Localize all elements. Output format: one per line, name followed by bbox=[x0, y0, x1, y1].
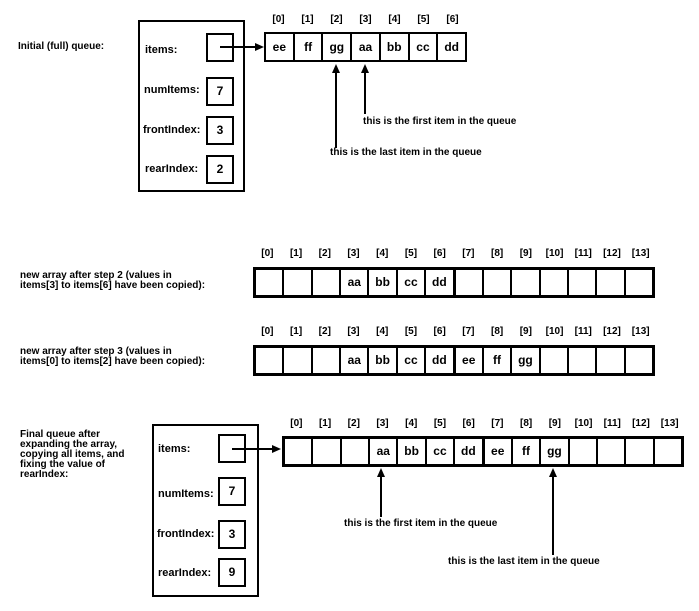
array-cell: gg bbox=[539, 439, 567, 464]
index-label: [2] bbox=[318, 326, 331, 337]
final-numitems-box: 7 bbox=[218, 477, 246, 506]
final-frontindex-box: 3 bbox=[218, 520, 246, 549]
index-label: [2] bbox=[330, 14, 343, 25]
array-cell: cc bbox=[425, 439, 453, 464]
final-last-arrow-line bbox=[552, 475, 554, 555]
index-label: [12] bbox=[603, 326, 621, 337]
index-label: [11] bbox=[603, 418, 621, 429]
index-label: [10] bbox=[545, 326, 564, 337]
final-caption-line1: Final queue after bbox=[20, 429, 101, 440]
array-cell bbox=[311, 270, 339, 295]
step2-caption-line1: new array after step 2 (values in bbox=[20, 270, 172, 281]
array-cell bbox=[539, 270, 567, 295]
array-cell: bb bbox=[396, 439, 424, 464]
array-cell bbox=[596, 439, 624, 464]
array-cell: dd bbox=[424, 348, 452, 373]
index-label: [10] bbox=[545, 248, 564, 259]
array-cell bbox=[595, 270, 623, 295]
initial-rearindex-label: rearIndex: bbox=[145, 163, 199, 175]
array-cell bbox=[282, 270, 310, 295]
array-cell bbox=[653, 439, 681, 464]
array-cell bbox=[256, 348, 282, 373]
initial-pointer-line bbox=[220, 46, 255, 48]
step3-array bbox=[253, 345, 655, 376]
array-cell bbox=[482, 270, 510, 295]
step3-caption-line1: new array after step 3 (values in bbox=[20, 346, 172, 357]
array-cell: dd bbox=[436, 34, 465, 60]
array-cell: bb bbox=[379, 34, 408, 60]
final-rearindex-label: rearIndex: bbox=[158, 567, 212, 579]
index-label: [6] bbox=[433, 248, 446, 259]
initial-array-indices bbox=[264, 15, 467, 25]
index-label: [0] bbox=[261, 326, 274, 337]
final-first-item-annotation: this is the first item in the queue bbox=[344, 518, 498, 529]
array-cell bbox=[567, 348, 595, 373]
array-cell: gg bbox=[510, 348, 538, 373]
index-label: [4] bbox=[376, 248, 389, 259]
initial-first-arrow-line bbox=[364, 71, 366, 114]
index-label: [13] bbox=[631, 248, 650, 259]
index-label: [10] bbox=[574, 418, 593, 429]
index-label: [0] bbox=[261, 248, 274, 259]
array-cell bbox=[311, 439, 339, 464]
index-label: [8] bbox=[490, 326, 504, 337]
final-rearindex-box: 9 bbox=[218, 558, 246, 587]
index-label: [12] bbox=[603, 248, 621, 259]
index-label: [9] bbox=[519, 248, 532, 259]
index-label: [5] bbox=[433, 418, 447, 429]
array-cell: ee bbox=[482, 439, 511, 464]
final-array bbox=[282, 436, 684, 467]
array-cell bbox=[256, 270, 282, 295]
index-label: [7] bbox=[491, 418, 504, 429]
initial-last-item-annotation: this is the last item in the queue bbox=[330, 147, 482, 158]
index-label: [8] bbox=[490, 248, 504, 259]
index-label: [11] bbox=[574, 326, 592, 337]
initial-section-caption: Initial (full) queue: bbox=[18, 41, 105, 52]
index-label: [4] bbox=[388, 14, 401, 25]
array-cell bbox=[311, 348, 339, 373]
array-cell bbox=[624, 270, 652, 295]
array-cell bbox=[539, 348, 567, 373]
array-cell bbox=[282, 348, 310, 373]
index-label: [2] bbox=[318, 248, 331, 259]
array-cell: cc bbox=[396, 348, 424, 373]
array-cell: ee bbox=[272, 40, 287, 54]
array-cell bbox=[567, 270, 595, 295]
index-label: [2] bbox=[347, 418, 360, 429]
initial-frontindex-box: 3 bbox=[206, 116, 234, 145]
array-cell: aa bbox=[368, 439, 396, 464]
index-label: [5] bbox=[404, 326, 418, 337]
index-label: [13] bbox=[631, 326, 650, 337]
index-label: [9] bbox=[519, 326, 532, 337]
array-cell: aa bbox=[350, 34, 379, 60]
index-label: [1] bbox=[318, 418, 332, 429]
index-label: [6] bbox=[446, 14, 459, 25]
initial-frontindex-label: frontIndex: bbox=[143, 124, 201, 136]
array-cell bbox=[285, 439, 311, 464]
initial-rearindex-box: 2 bbox=[206, 155, 234, 184]
index-label: [13] bbox=[660, 418, 679, 429]
index-label: [9] bbox=[548, 418, 561, 429]
index-label: [1] bbox=[289, 248, 303, 259]
final-last-item-annotation: this is the last item in the queue bbox=[448, 556, 600, 567]
index-label: [3] bbox=[347, 248, 360, 259]
final-caption-line2: expanding the array, bbox=[20, 439, 118, 450]
index-label: [3] bbox=[347, 326, 360, 337]
array-cell bbox=[624, 439, 652, 464]
initial-items-label: items: bbox=[145, 44, 178, 56]
array-cell bbox=[453, 270, 482, 295]
array-cell: gg bbox=[321, 34, 350, 60]
array-cell bbox=[510, 270, 538, 295]
step3-array-indices bbox=[253, 327, 655, 337]
index-label: [4] bbox=[376, 326, 389, 337]
final-numitems-label: numItems: bbox=[158, 488, 214, 500]
final-items-label: items: bbox=[158, 443, 191, 455]
index-label: [8] bbox=[519, 418, 533, 429]
index-label: [5] bbox=[404, 248, 418, 259]
step2-caption-line2: items[3] to items[6] have been copied): bbox=[20, 280, 206, 291]
array-cell: dd bbox=[453, 439, 481, 464]
final-array-indices bbox=[282, 419, 684, 429]
index-label: [0] bbox=[290, 418, 303, 429]
step2-array-indices bbox=[253, 249, 655, 259]
index-label: [6] bbox=[433, 326, 446, 337]
array-cell: bb bbox=[367, 348, 395, 373]
step2-array bbox=[253, 267, 655, 298]
index-label: [3] bbox=[359, 14, 372, 25]
index-label: [3] bbox=[376, 418, 389, 429]
array-cell: bb bbox=[367, 270, 395, 295]
array-cell: aa bbox=[339, 270, 367, 295]
array-cell: cc bbox=[396, 270, 424, 295]
index-label: [4] bbox=[405, 418, 418, 429]
initial-pointer-arrowhead-icon bbox=[255, 43, 264, 51]
array-cell: aa bbox=[339, 348, 367, 373]
index-label: [1] bbox=[301, 14, 314, 25]
final-caption-line4: fixing the value of bbox=[20, 459, 106, 470]
initial-numitems-box: 7 bbox=[206, 77, 234, 106]
initial-first-item-annotation: this is the first item in the queue bbox=[363, 116, 517, 127]
array-cell bbox=[595, 348, 623, 373]
index-label: [1] bbox=[289, 326, 303, 337]
array-cell: ff bbox=[293, 34, 322, 60]
array-cell: cc bbox=[408, 34, 437, 60]
step3-caption-line2: items[0] to items[2] have been copied): bbox=[20, 356, 206, 367]
array-cell: ff bbox=[482, 348, 510, 373]
final-caption-line5: rearIndex: bbox=[20, 469, 69, 480]
final-pointer-line bbox=[232, 448, 272, 450]
final-frontindex-label: frontIndex: bbox=[157, 528, 215, 540]
final-first-arrow-line bbox=[380, 475, 382, 517]
final-pointer-arrowhead-icon bbox=[272, 445, 281, 453]
array-cell bbox=[340, 439, 368, 464]
index-label: [7] bbox=[462, 326, 475, 337]
initial-last-arrow-line bbox=[335, 71, 337, 148]
index-label: [0] bbox=[272, 14, 285, 25]
index-label: [6] bbox=[462, 418, 475, 429]
array-cell: dd bbox=[424, 270, 452, 295]
index-label: [5] bbox=[417, 14, 430, 25]
initial-numitems-label: numItems: bbox=[144, 84, 200, 96]
index-label: [7] bbox=[462, 248, 475, 259]
array-cell bbox=[624, 348, 652, 373]
index-label: [11] bbox=[574, 248, 592, 259]
final-caption-line3: copying all items, and bbox=[20, 449, 125, 460]
index-label: [12] bbox=[632, 418, 650, 429]
array-cell bbox=[568, 439, 596, 464]
initial-array bbox=[264, 32, 467, 62]
array-cell: ee bbox=[453, 348, 482, 373]
array-cell: ff bbox=[511, 439, 539, 464]
